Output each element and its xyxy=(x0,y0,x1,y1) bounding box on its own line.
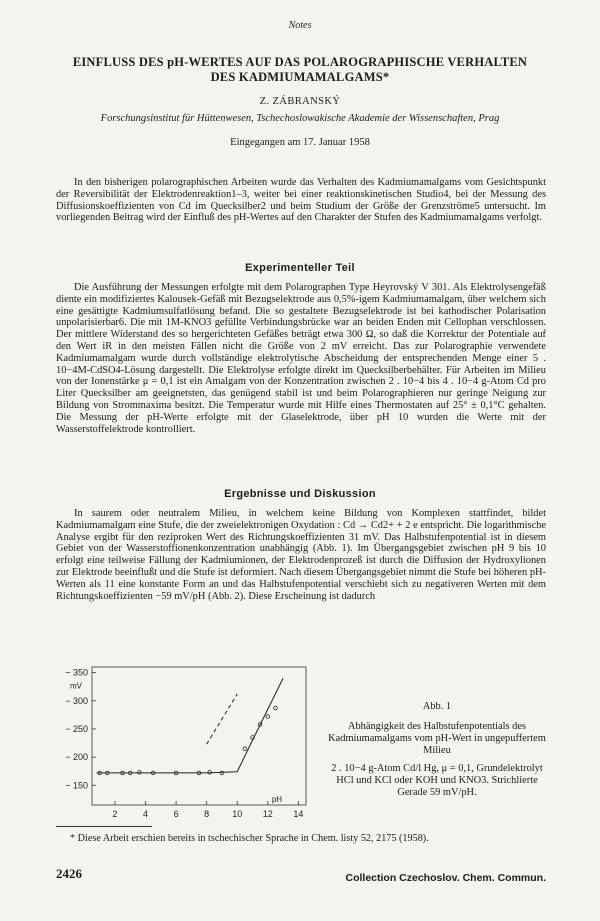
x-tick-label: 2 xyxy=(112,809,118,819)
figure-1-chart xyxy=(56,655,320,830)
x-tick-label: 10 xyxy=(232,809,243,819)
intro-paragraph: In den bisherigen polarographischen Arbeiten wurde das Verhalten des Kadmiumamalgams vom Gesichtspunkt der Reversibilität der Elektrodenreaktion1–3, weiter bei einer reaktionskinetischen Studio4, bei der Messung des Diffusionskoeffizienten von Cd im Quecksilber2 und beim Studium der Größe der Grenzströme5 untersucht. Im vorliegenden Beitrag wird der Einfluß des pH-Wertes auf den Charakter der Stufen des Kadmiumamalgams verfolgt. xyxy=(56,177,546,224)
dashed-reference-line xyxy=(207,694,238,744)
x-tick-label: 8 xyxy=(204,809,210,819)
footnote-divider xyxy=(56,826,152,827)
y-tick-label: − 150 xyxy=(65,780,88,791)
section-heading-results: Ergebnisse und Diskussion xyxy=(224,488,376,500)
y-tick-label: − 200 xyxy=(65,752,88,763)
figure-caption-body: 2 . 10−4 g-Atom Cd/l Hg, μ = 0,1, Grundelektrolyt HCl und KCl oder KOH und KNO3. Strichlierte Gerade 59 mV/pH. xyxy=(331,763,543,798)
author: Z. ZÁBRANSKÝ xyxy=(259,96,341,107)
chart-svg xyxy=(56,655,320,830)
page-number: 2426 xyxy=(56,866,82,881)
data-point xyxy=(243,747,247,751)
title-line-1: EINFLUSS DES pH-WERTES AUF DAS POLAROGRAPHISCHE VERHALTEN xyxy=(72,55,528,69)
x-tick-label: 4 xyxy=(142,809,149,819)
title-line-2: DES KADMIUMAMALGAMS* xyxy=(210,70,390,84)
y-tick-label: − 300 xyxy=(65,695,88,706)
x-axis-label: pH xyxy=(271,795,283,804)
affiliation: Forschungsinstitut für Hüttenwesen, Tschechoslowakische Akademie der Wissenschaften, Prag xyxy=(100,113,500,124)
data-point xyxy=(274,706,278,710)
data-point xyxy=(138,771,142,775)
article-title xyxy=(60,55,540,85)
running-header: Notes xyxy=(288,20,312,31)
figure-1-caption xyxy=(326,701,548,799)
x-tick-label: 6 xyxy=(173,809,179,819)
y-axis-label: mV xyxy=(70,681,82,691)
x-tick-label: 12 xyxy=(262,809,273,819)
x-tick-label: 14 xyxy=(293,809,304,819)
footnote: * Diese Arbeit erschien bereits in tschechischer Sprache in Chem. listy 52, 2175 (1958). xyxy=(70,833,429,844)
data-point xyxy=(266,715,270,719)
section-heading-experimental: Experimenteller Teil xyxy=(245,262,355,274)
journal-name: Collection Czechoslov. Chem. Commun. xyxy=(345,872,546,884)
received-date: Eingegangen am 17. Januar 1958 xyxy=(230,137,370,148)
figure-caption-title: Abhängigkeit des Halbstufenpotentials des Kadmiumamalgams vom pH-Wert in ungepuffertem Milieu xyxy=(328,721,546,756)
y-tick-label: − 250 xyxy=(65,723,88,734)
y-tick-label: − 350 xyxy=(65,667,88,678)
figure-label: Abb. 1 xyxy=(422,701,452,712)
data-point xyxy=(220,771,224,775)
results-paragraph: In saurem oder neutralem Milieu, in welchem keine Bildung von Komplexen stattfindet, bildet Kadmiumamalgam eine Stufe, die der zweielektronigen Oxydation : Cd → Cd2+ + 2 e entspricht. Die logarithmische Analyse ergibt für den reziproken Wert des Richtungskoeffizienten 31 mV. Das Halbstufenpotential ist in diesem Gebiet von der Wasserstoffionenkonzentration unabhängig (Abb. 1). Im Übergangsgebiet zwischen pH 9 bis 10 erfolgt eine teilweise Fällung der Kadmiumionen, der Elektrodenprozeß ist durch die Diffusion der Hydroxylionen zur Elektrode beeinflußt und die Stufe ist deformiert. Nach diesem Übergangsgebiet nimmt die Stufe bei höheren pH-Werten als 11 eine konstante Form an und das Halbstufenpotential verschiebt sich zu negativeren Werten mit dem Richtungskoeffizienten −59 mV/pH (Abb. 2). Diese Erscheinung ist dadurch xyxy=(56,508,546,602)
plot-frame xyxy=(92,667,306,805)
fit-line xyxy=(97,678,283,773)
experimental-paragraph: Die Ausführung der Messungen erfolgte mit dem Polarographen Type Heyrovský V 301. Als Elektrolysengefäß diente ein modifiziertes Kalousek-Gefäß mit Bezugselektrode aus 0,5%-igem Kadmiumamalgam, über welchem sich eine gesättigte Kadmiumsulfatlösung befand. Die so gestaltete Bezugselektrode ist bei kathodischer Polarisation unpolarisierbar6. Die mit 1M-KNO3 gefüllte Verbindungsbrücke war an beiden Enden mit Cellophan verschlossen. Der mittlere Widerstand des so hergerichteten Gefäßes beträgt etwa 300 Ω, so daß die Korrektur der Potentiale auf den Wert iR in den meisten Fällen nicht die Größe von 2 mV erreicht. Das zur Polarographie verwendete Kadmiumamalgam wurde durch vollständige elektrolytische Abscheidung der entsprechenden Menge einer 5 . 10−4M-CdSO4-Lösung dargestellt. Die Elektrolyse erfolgte direkt im Quecksilberbehälter. Für Arbeiten im Milieu von der Ionenstärke μ = 0,1 ist ein Amalgam von der Konzentration zwischen 2 . 10−4 bis 4 . 10−4 g-Atom Cd pro Liter Quecksilber am geeignetsten, das genügend stabil ist und beim Polarographieren nur geringe Neigung zur Bildung von Strommaxima besitzt. Die Temperatur wurde mit Hilfe eines Thermostaten auf 25° ± 0,1°C gehalten. Die Messung der pH-Werte erfolgte mit der Glaselektrode, über pH 10 wurden die Werte mit der Wasserstoffelektrode kontrolliert. xyxy=(56,282,546,435)
